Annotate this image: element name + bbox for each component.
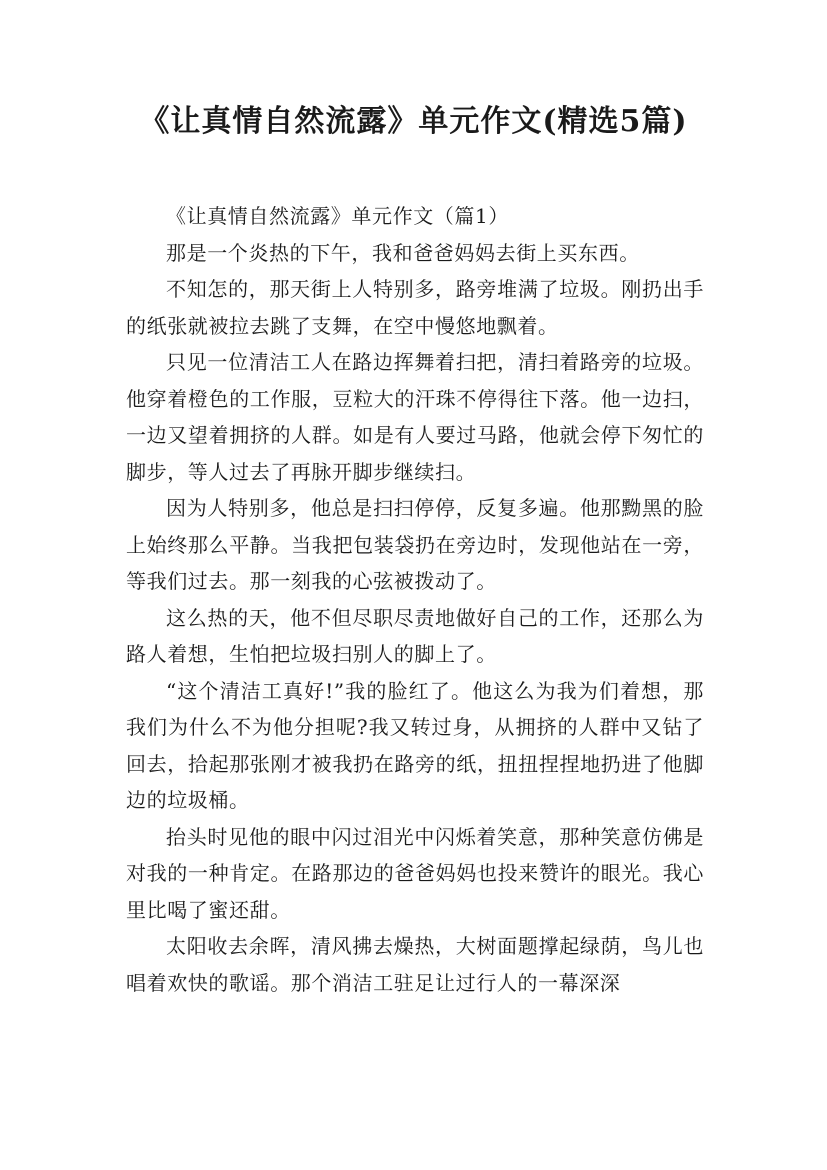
paragraph-1: 那是一个炎热的下午，我和爸爸妈妈去街上买东西。 (166, 240, 640, 265)
document-title: 《让真情自然流露》单元作文(精选5篇) (139, 104, 688, 139)
paragraph-5: 这么热的天，他不但尽职尽责地做好自己的工作，还那么为路人着想，生怕把垃圾扫别人的脚上了。 (126, 605, 704, 666)
paragraph-3: 只见一位清洁工人在路边挥舞着扫把，清扫着路旁的垃圾。他穿着橙色的工作服，豆粒大的汗珠不停得往下落。他一边扫，一边又望着拥挤的人群。如是有人要过马路，他就会停下匆忙的脚步，等人过去了再脉开脚步继续扫。 (126, 350, 704, 484)
paragraph-6: “这个清洁工真好!”我的脸红了。他这么为我为们着想，那我们为什么不为他分担呢?我又转过身，从拥挤的人群中又钻了回去，拾起那张刚才被我扔在路旁的纸，扭扭捏捏地扔进了他脚边的垃圾桶。 (126, 678, 704, 812)
section-heading: 《让真情自然流露》单元作文（篇1） (166, 204, 509, 228)
paragraph-4: 因为人特别多，他总是扫扫停停，反复多遍。他那黝黑的脸上始终那么平静。当我把包装袋扔在旁边时，发现他站在一旁，等我们过去。那一刻我的心弦被拨动了。 (126, 496, 704, 593)
paragraph-7: 抬头时见他的眼中闪过泪光中闪烁着笑意，那种笑意仿佛是对我的一种肯定。在路那边的爸爸妈妈也投来赞许的眼光。我心里比喝了蜜还甜。 (126, 824, 704, 922)
document-body (126, 198, 704, 1001)
paragraph-2: 不知怎的，那天街上人特别多，路旁堆满了垃圾。刚扔出手的纸张就被拉去跳了支舞，在空中慢悠地飘着。 (126, 277, 704, 338)
paragraph-8: 太阳收去余晖，清风拂去燥热，大树面题撑起绿荫，鸟儿也唱着欢快的歌谣。那个消洁工驻足让过行人的一幕深深 (126, 934, 704, 995)
